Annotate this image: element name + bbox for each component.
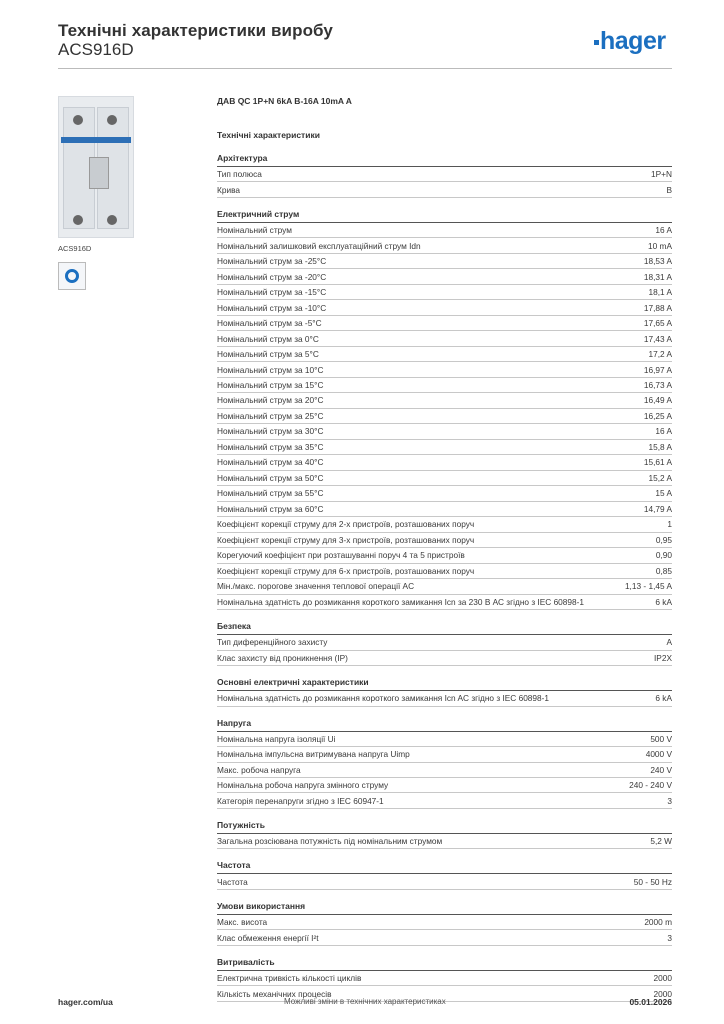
spec-row [217,502,672,517]
spec-label: Номінальна імпульсна витримувана напруга Uimp [217,749,410,760]
spec-label: Номінальний струм за 50°C [217,472,324,483]
spec-row [217,167,672,182]
logo-text: hager [600,27,666,55]
spec-group-title: Умови використання [217,899,672,915]
spec-group-title: Напруга [217,716,672,732]
spec-row [217,300,672,315]
spec-value: 10 mA [648,240,672,251]
spec-value: 6 kA [655,693,672,704]
spec-label: Категорія перенапруги згідно з IEC 60947-1 [217,795,384,806]
spec-value: 18,53 A [643,256,672,267]
spec-label: Номінальний струм за 35°C [217,441,324,452]
spec-label: Коефіцієнт корекції струму для 3-х пристроїв, розташованих поруч [217,534,475,545]
spec-label: Номінальний струм за -20°C [217,271,327,282]
spec-value: 16,73 A [643,380,672,390]
spec-value: 15 A [655,488,672,499]
spec-row [217,455,672,470]
spec-row [217,595,672,610]
spec-value: 16,97 A [643,364,672,375]
spec-value: 16 A [655,426,672,437]
spec-value: 16,49 A [643,395,672,406]
spec-row [217,238,672,253]
spec-row [217,564,672,579]
spec-row [217,533,672,548]
spec-row [217,182,672,197]
spec-label: Номінальний струм [217,225,292,236]
spec-group [217,619,672,666]
spec-group [217,858,672,889]
product-name: ДАВ QC 1P+N 6kA B-16A 10mA A [217,96,352,106]
spec-label: Номінальний струм за 20°C [217,395,324,406]
spec-label: Номінальний залишковий експлуатаційний струм Idn [217,240,421,251]
spec-label: Номінальний струм за 60°C [217,503,324,514]
spec-label: Номінальна робоча напруга змінного струму [217,780,389,791]
spec-value: 16,25 A [643,410,672,421]
logo-dot-icon [594,40,599,45]
spec-value: 17,2 A [648,349,672,360]
spec-label: Номінальний струм за -10°C [217,302,327,313]
quality-badge-icon [58,262,86,290]
spec-label: Корегуючий коефіцієнт при розташуванні поруч 4 та 5 пристроїв [217,550,465,561]
spec-label: Номінальний струм за 0°C [217,333,319,344]
spec-value: 14,79 A [643,503,672,514]
spec-group-title: Основні електричні характеристики [217,675,672,691]
spec-value: 2000 [653,973,672,984]
spec-row [217,424,672,439]
spec-group [217,151,672,198]
spec-label: Клас захисту від проникнення (IP) [217,652,348,663]
page-title: Технічні характеристики виробу [58,21,333,40]
spec-group [217,675,672,706]
spec-value: 17,43 A [643,333,672,344]
spec-value: 3 [667,795,672,806]
spec-label: Частота [217,876,248,887]
spec-label: Номінальний струм за 55°C [217,488,324,499]
spec-value: 0,90 [655,550,672,561]
spec-group-title: Архітектура [217,151,672,167]
spec-value: 2000 [653,988,672,999]
header-divider [58,68,672,69]
spec-value: 1P+N [651,169,672,180]
spec-row [217,915,672,930]
spec-row [217,747,672,762]
spec-group [217,955,672,1002]
spec-label: Номінальний струм за -5°C [217,318,322,329]
spec-label: Коефіцієнт корекції струму для 2-х пристроїв, розташованих поруч [217,519,475,530]
spec-label: Номінальний струм за 25°C [217,410,324,421]
spec-row [217,579,672,594]
spec-value: 18,1 A [648,287,672,298]
spec-value: 1 [667,519,672,530]
spec-label: Кількість механічних процесів [217,988,332,999]
spec-row [217,486,672,501]
spec-value: 16 A [655,225,672,236]
spec-value: 6 kA [655,596,672,607]
spec-value: 500 V [650,733,672,744]
spec-label: Номінальний струм за 30°C [217,426,324,437]
spec-row [217,763,672,778]
spec-row [217,471,672,486]
spec-row [217,691,672,706]
spec-table [217,151,672,1011]
product-image [58,96,134,238]
spec-row [217,874,672,889]
spec-label: Коефіцієнт корекції струму для 6-х пристроїв, розташованих поруч [217,565,475,576]
spec-label: Номінальний струм за -15°C [217,287,327,298]
spec-label: Номінальний струм за 15°C [217,380,324,390]
spec-value: 15,61 A [643,457,672,468]
spec-label: Крива [217,184,241,195]
spec-label: Макс. робоча напруга [217,764,301,775]
spec-row [217,517,672,532]
spec-row [217,971,672,986]
product-code: ACS916D [58,40,134,59]
product-image-caption: ACS916D [58,244,92,253]
spec-label: Тип полюса [217,169,262,180]
spec-value: 15,8 A [648,441,672,452]
footer-notice: Можливі зміни в технічних характеристиках [284,997,446,1006]
spec-label: Номінальна здатність до розмикання короткого замикання Icn за 230 В АС згідно з IEC 60898-1 [217,596,585,607]
spec-label: Електрична тривкість кількості циклів [217,973,362,984]
spec-row [217,635,672,650]
spec-row [217,331,672,346]
spec-label: Загальна розсіювана потужність під номінальним струмом [217,836,443,847]
spec-row [217,393,672,408]
spec-value: 240 V [650,764,672,775]
spec-label: Номінальний струм за 10°C [217,364,324,375]
spec-value: 1,13 - 1,45 A [624,581,672,592]
spec-row [217,254,672,269]
spec-value: 2000 m [644,917,672,928]
spec-value: 3 [667,932,672,943]
spec-value: A [666,637,672,648]
spec-value: 4000 V [645,749,672,760]
spec-group [217,716,672,809]
spec-row [217,440,672,455]
spec-row [217,793,672,808]
spec-group [217,899,672,946]
spec-row [217,409,672,424]
spec-value: 17,88 A [643,302,672,313]
spec-value: 0,85 [655,565,672,576]
spec-group-title: Частота [217,858,672,874]
footer-date: 05.01.2026 [629,997,672,1007]
spec-label: Номінальна напруга ізоляції Ui [217,733,336,744]
spec-label: Тип диференційного захисту [217,637,328,648]
spec-row [217,732,672,747]
spec-group-title: Потужність [217,818,672,834]
spec-row [217,378,672,393]
footer-website[interactable]: hager.com/ua [58,997,113,1007]
spec-row [217,651,672,666]
spec-label: Номінальний струм за 5°C [217,349,319,360]
spec-row [217,930,672,945]
spec-label: Мін./макс. порогове значення теплової операції AC [217,581,415,592]
spec-group [217,207,672,610]
specs-section-title: Технічні характеристики [217,130,320,140]
spec-value: 17,65 A [643,318,672,329]
spec-value: 5,2 W [650,836,672,847]
hager-logo [594,27,666,56]
spec-value: 240 - 240 V [629,780,672,791]
spec-row [217,548,672,563]
spec-value: B [666,184,672,195]
spec-row [217,285,672,300]
spec-group-title: Електричний струм [217,207,672,223]
spec-label: Номінальний струм за -25°C [217,256,327,267]
spec-value: 0,95 [655,534,672,545]
spec-row [217,316,672,331]
spec-row [217,269,672,284]
spec-row [217,347,672,362]
spec-group-title: Безпека [217,619,672,635]
spec-value: 15,2 A [648,472,672,483]
spec-row [217,834,672,849]
spec-value: IP2X [654,652,672,663]
spec-row [217,362,672,377]
spec-label: Номінальний струм за 40°C [217,457,324,468]
spec-label: Номінальна здатність до розмикання короткого замикання Icn AC згідно з IEC 60898-1 [217,693,550,704]
spec-label: Клас обмеження енергії I²t [217,932,319,943]
spec-value: 18,31 A [643,271,672,282]
spec-row [217,223,672,238]
spec-group-title: Витривалість [217,955,672,971]
spec-row [217,778,672,793]
spec-label: Макс. висота [217,917,268,928]
spec-group [217,818,672,849]
spec-value: 50 - 50 Hz [633,876,672,887]
